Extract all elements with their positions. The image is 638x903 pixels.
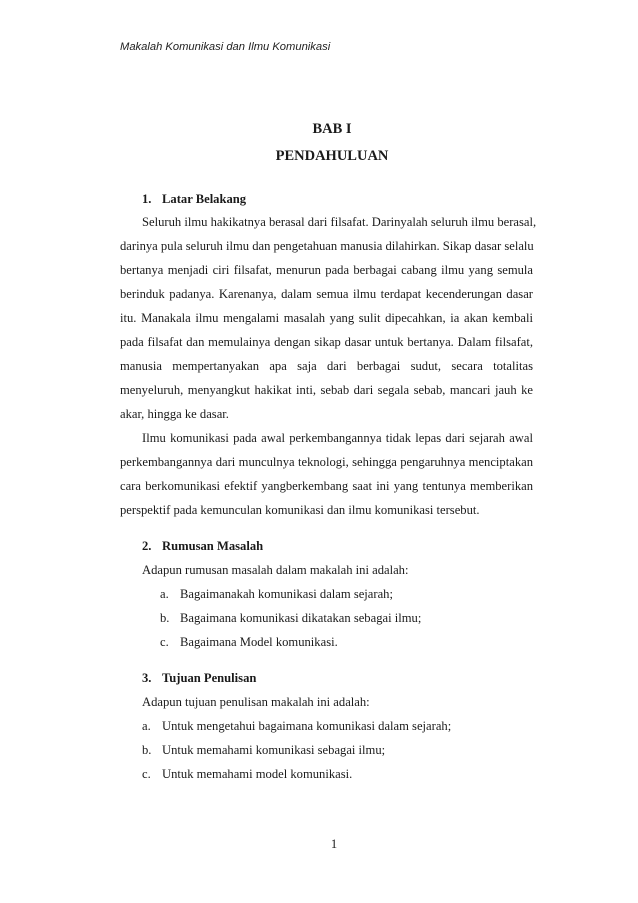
list-item bbox=[160, 634, 533, 650]
paragraph-line: itu. Manakala ilmu mengalami masalah yang sulit dipecahkan, ia akan kembali bbox=[120, 311, 533, 325]
list-item-text: Bagaimana komunikasi dikatakan sebagai ilmu; bbox=[180, 611, 422, 625]
list-item bbox=[142, 718, 533, 734]
list-marker: b. bbox=[160, 611, 170, 625]
list-intro: Adapun tujuan penulisan makalah ini adalah: bbox=[142, 695, 370, 709]
paragraph-line: akar, hingga ke dasar. bbox=[120, 407, 229, 421]
section-heading bbox=[142, 538, 533, 554]
chapter-label: BAB I bbox=[312, 121, 352, 137]
paragraph-line: cara berkomunikasi efektif yangberkembang saat ini yang tentunya memberikan bbox=[120, 479, 533, 493]
paragraph-line: menyeluruh, menyangkut hakikat inti, sebab dari segala sebab, mancari jauh ke bbox=[120, 383, 533, 397]
list-item-text: Untuk mengetahui bagaimana komunikasi dalam sejarah; bbox=[162, 719, 452, 733]
list-item bbox=[160, 586, 533, 602]
list-marker: c. bbox=[160, 635, 169, 649]
section-number: 2. bbox=[142, 539, 152, 553]
list-item bbox=[142, 766, 533, 782]
section-title: Tujuan Penulisan bbox=[162, 671, 257, 685]
paragraph-line: berinduk padanya. Karenanya, dalam semua ilmu terdapat kecenderungan dasar bbox=[120, 287, 533, 301]
section-number: 1. bbox=[142, 192, 152, 206]
list-marker: a. bbox=[142, 719, 151, 733]
paragraph-line: Ilmu komunikasi pada awal perkembangannya tidak lepas dari sejarah awal bbox=[142, 431, 533, 445]
section-heading bbox=[142, 670, 533, 686]
paragraph-line: bertanya menjadi ciri filsafat, menurun pada berbagai cabang ilmu yang semula bbox=[120, 263, 533, 277]
paragraph-line: perspektif pada kemunculan komunikasi dan ilmu komunikasi tersebut. bbox=[120, 503, 480, 517]
list-item-text: Untuk memahami komunikasi sebagai ilmu; bbox=[162, 743, 386, 757]
list-item-text: Bagaimana Model komunikasi. bbox=[180, 635, 338, 649]
list-marker: c. bbox=[142, 767, 151, 781]
chapter-title: PENDAHULUAN bbox=[275, 148, 389, 164]
list-intro: Adapun rumusan masalah dalam makalah ini adalah: bbox=[142, 563, 409, 577]
paragraph-line: darinya pula seluruh ilmu dan pengetahuan manusia dilahirkan. Sikap dasar selalu bbox=[120, 239, 534, 253]
section-title: Rumusan Masalah bbox=[162, 539, 264, 553]
list-item bbox=[142, 742, 533, 758]
list-marker: a. bbox=[160, 587, 169, 601]
section-number: 3. bbox=[142, 671, 152, 685]
section-title: Latar Belakang bbox=[162, 192, 247, 206]
list-item-text: Untuk memahami model komunikasi. bbox=[162, 767, 353, 781]
list-item-text: Bagaimanakah komunikasi dalam sejarah; bbox=[180, 587, 393, 601]
list-marker: b. bbox=[142, 743, 152, 757]
body-text bbox=[120, 0, 537, 903]
section-heading bbox=[142, 191, 533, 207]
paragraph-line: manusia mempertanyakan apa saja dari berbagai sudut, secara totalitas bbox=[120, 359, 533, 373]
paragraph-line: pada filsafat dan memulainya dengan sikap dasar untuk bertanya. Dalam filsafat, bbox=[120, 335, 533, 349]
page-number: 1 bbox=[330, 837, 338, 851]
paragraph-line: perkembangannya dari munculnya teknologi, sehingga pengaruhnya menciptakan bbox=[120, 455, 533, 469]
running-header: Makalah Komunikasi dan Ilmu Komunikasi bbox=[120, 41, 331, 53]
list-item bbox=[160, 610, 533, 626]
paragraph-line: Seluruh ilmu hakikatnya berasal dari filsafat. Darinyalah seluruh ilmu berasal, bbox=[142, 215, 537, 229]
